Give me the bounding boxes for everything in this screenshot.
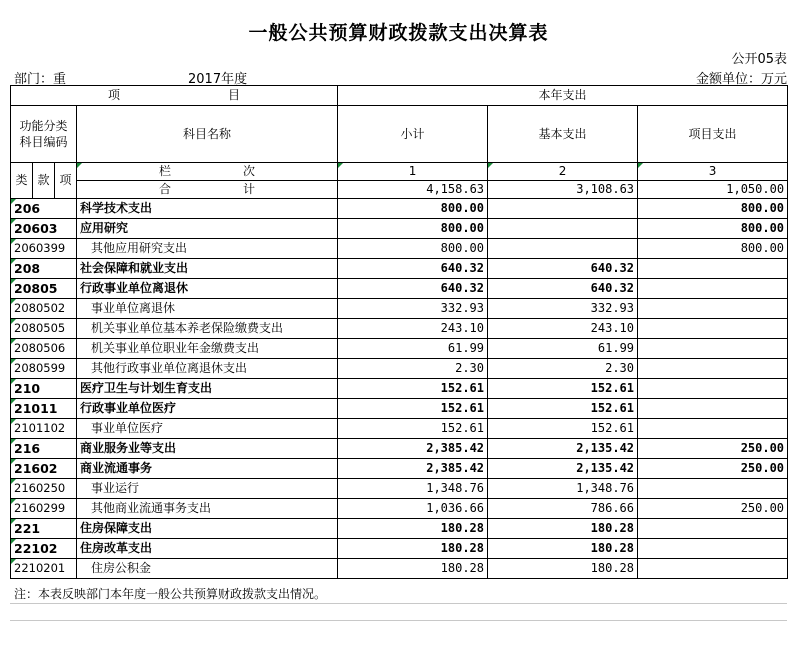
table-row: [11, 419, 788, 439]
table-row: [11, 559, 788, 579]
row-subtotal: 180.28: [338, 539, 488, 559]
table-row: [11, 459, 788, 479]
kuan-header: 款: [33, 163, 55, 199]
total-subtotal: 4,158.63: [338, 181, 488, 199]
row-project-expense: 250.00: [638, 439, 788, 459]
row-subject-name: 应用研究: [77, 219, 338, 239]
row-basic-expense: 332.93: [488, 299, 638, 319]
row-subtotal: 800.00: [338, 239, 488, 259]
row-subject-name: 事业单位离退休: [77, 299, 338, 319]
department-label: 部门：重: [14, 72, 67, 87]
row-code: 20805: [11, 279, 77, 299]
row-subtotal: 152.61: [338, 379, 488, 399]
row-code: 210: [11, 379, 77, 399]
row-project-expense: 800.00: [638, 219, 788, 239]
row-basic-expense: [488, 219, 638, 239]
row-subject-name: 事业运行: [77, 479, 338, 499]
total-label: 合 计: [77, 181, 338, 199]
row-project-expense: [638, 479, 788, 499]
row-basic-expense: 640.32: [488, 279, 638, 299]
project-expense-header: 项目支出: [638, 106, 788, 163]
row-subject-name: 机关事业单位基本养老保险缴费支出: [77, 319, 338, 339]
row-subtotal: 1,036.66: [338, 499, 488, 519]
row-subject-name: 其他应用研究支出: [77, 239, 338, 259]
row-subject-name: 事业单位医疗: [77, 419, 338, 439]
row-basic-expense: 2.30: [488, 359, 638, 379]
row-subject-name: 商业流通事务: [77, 459, 338, 479]
total-project: 1,050.00: [638, 181, 788, 199]
row-subtotal: 2.30: [338, 359, 488, 379]
row-project-expense: [638, 379, 788, 399]
report-title: 一般公共预算财政拨款支出决算表: [248, 22, 549, 44]
xiang-header: 项: [55, 163, 77, 199]
column-number-2: 2: [488, 163, 638, 181]
row-code: 20603: [11, 219, 77, 239]
row-basic-expense: 180.28: [488, 539, 638, 559]
row-basic-expense: 1,348.76: [488, 479, 638, 499]
table-row: [11, 279, 788, 299]
row-subtotal: 152.61: [338, 419, 488, 439]
row-code: 21011: [11, 399, 77, 419]
row-code: 2080502: [11, 299, 77, 319]
header-row-1: [11, 86, 788, 106]
row-subtotal: 640.32: [338, 279, 488, 299]
row-project-expense: 800.00: [638, 199, 788, 219]
row-basic-expense: 61.99: [488, 339, 638, 359]
row-project-expense: [638, 539, 788, 559]
row-subtotal: 2,385.42: [338, 459, 488, 479]
row-basic-expense: [488, 199, 638, 219]
table-row: [11, 539, 788, 559]
row-project-expense: [638, 339, 788, 359]
row-project-expense: [638, 419, 788, 439]
table-row: [11, 299, 788, 319]
row-subtotal: 332.93: [338, 299, 488, 319]
row-subtotal: 800.00: [338, 219, 488, 239]
row-subject-name: 社会保障和就业支出: [77, 259, 338, 279]
row-code: 206: [11, 199, 77, 219]
row-subject-name: 住房保障支出: [77, 519, 338, 539]
table-row: [11, 499, 788, 519]
row-basic-expense: 152.61: [488, 379, 638, 399]
row-project-expense: 250.00: [638, 499, 788, 519]
table-row: [11, 379, 788, 399]
header-row-2: [11, 106, 788, 163]
row-subtotal: 152.61: [338, 399, 488, 419]
row-code: 22102: [11, 539, 77, 559]
row-code: 2060399: [11, 239, 77, 259]
row-project-expense: [638, 319, 788, 339]
row-subject-name: 医疗卫生与计划生育支出: [77, 379, 338, 399]
row-basic-expense: 786.66: [488, 499, 638, 519]
row-subject-name: 机关事业单位职业年金缴费支出: [77, 339, 338, 359]
subject-name-header: 科目名称: [77, 106, 338, 163]
row-subtotal: 2,385.42: [338, 439, 488, 459]
row-subtotal: 640.32: [338, 259, 488, 279]
table-row: [11, 359, 788, 379]
row-project-expense: [638, 359, 788, 379]
row-code: 221: [11, 519, 77, 539]
table-row: [11, 519, 788, 539]
row-subject-name: 行政事业单位离退休: [77, 279, 338, 299]
row-basic-expense: [488, 239, 638, 259]
table-row: [11, 479, 788, 499]
table-row: [11, 399, 788, 419]
row-code: 2210201: [11, 559, 77, 579]
row-basic-expense: 640.32: [488, 259, 638, 279]
row-subject-name: 其他行政事业单位离退休支出: [77, 359, 338, 379]
row-subtotal: 61.99: [338, 339, 488, 359]
table-row: [11, 259, 788, 279]
row-subject-name: 商业服务业等支出: [77, 439, 338, 459]
amount-unit: 金额单位：万元: [695, 72, 787, 87]
table-row: [11, 199, 788, 219]
table-row: [11, 219, 788, 239]
row-code: 21602: [11, 459, 77, 479]
column-number-3: 3: [638, 163, 788, 181]
row-project-expense: [638, 559, 788, 579]
row-basic-expense: 2,135.42: [488, 439, 638, 459]
row-code: 2080599: [11, 359, 77, 379]
row-basic-expense: 2,135.42: [488, 459, 638, 479]
row-subtotal: 1,348.76: [338, 479, 488, 499]
table-row: [11, 239, 788, 259]
row-code: 2101102: [11, 419, 77, 439]
row-project-expense: [638, 259, 788, 279]
row-subtotal: 180.28: [338, 519, 488, 539]
row-project-expense: [638, 399, 788, 419]
basic-expense-header: 基本支出: [488, 106, 638, 163]
row-project-expense: [638, 279, 788, 299]
subtotal-header: 小计: [338, 106, 488, 163]
total-row: [11, 181, 788, 199]
header-row-3: [11, 163, 788, 181]
row-subtotal: 800.00: [338, 199, 488, 219]
row-project-expense: [638, 299, 788, 319]
expenditure-table: [10, 85, 788, 579]
lei-header: 类: [11, 163, 33, 199]
row-code: 2160299: [11, 499, 77, 519]
table-row: [11, 339, 788, 359]
total-basic: 3,108.63: [488, 181, 638, 199]
table-row: [11, 319, 788, 339]
row-subject-name: 其他商业流通事务支出: [77, 499, 338, 519]
row-basic-expense: 180.28: [488, 519, 638, 539]
row-project-expense: 800.00: [638, 239, 788, 259]
row-project-expense: 250.00: [638, 459, 788, 479]
row-basic-expense: 152.61: [488, 399, 638, 419]
row-subtotal: 243.10: [338, 319, 488, 339]
fiscal-year: 2017年度: [188, 72, 248, 87]
row-code: 2080506: [11, 339, 77, 359]
form-number: 公开05表: [731, 52, 787, 67]
row-subject-name: 住房公积金: [77, 559, 338, 579]
row-subtotal: 180.28: [338, 559, 488, 579]
row-subject-name: 行政事业单位医疗: [77, 399, 338, 419]
row-subject-name: 科学技术支出: [77, 199, 338, 219]
row-subject-name: 住房改革支出: [77, 539, 338, 559]
row-code: 208: [11, 259, 77, 279]
row-basic-expense: 180.28: [488, 559, 638, 579]
row-basic-expense: 243.10: [488, 319, 638, 339]
function-code-header: 功能分类科目编码: [11, 106, 77, 163]
footnote: 注：本表反映部门本年度一般公共预算财政拨款支出情况。: [14, 587, 327, 601]
row-code: 2080505: [11, 319, 77, 339]
column-number-label: 栏 次: [77, 163, 338, 181]
row-project-expense: [638, 519, 788, 539]
row-basic-expense: 152.61: [488, 419, 638, 439]
current-year-header: 本年支出: [338, 86, 788, 106]
row-code: 216: [11, 439, 77, 459]
column-number-1: 1: [338, 163, 488, 181]
row-code: 2160250: [11, 479, 77, 499]
item-header: 项 目: [11, 86, 338, 106]
table-row: [11, 439, 788, 459]
sheet-grid-bottom: [10, 603, 787, 621]
